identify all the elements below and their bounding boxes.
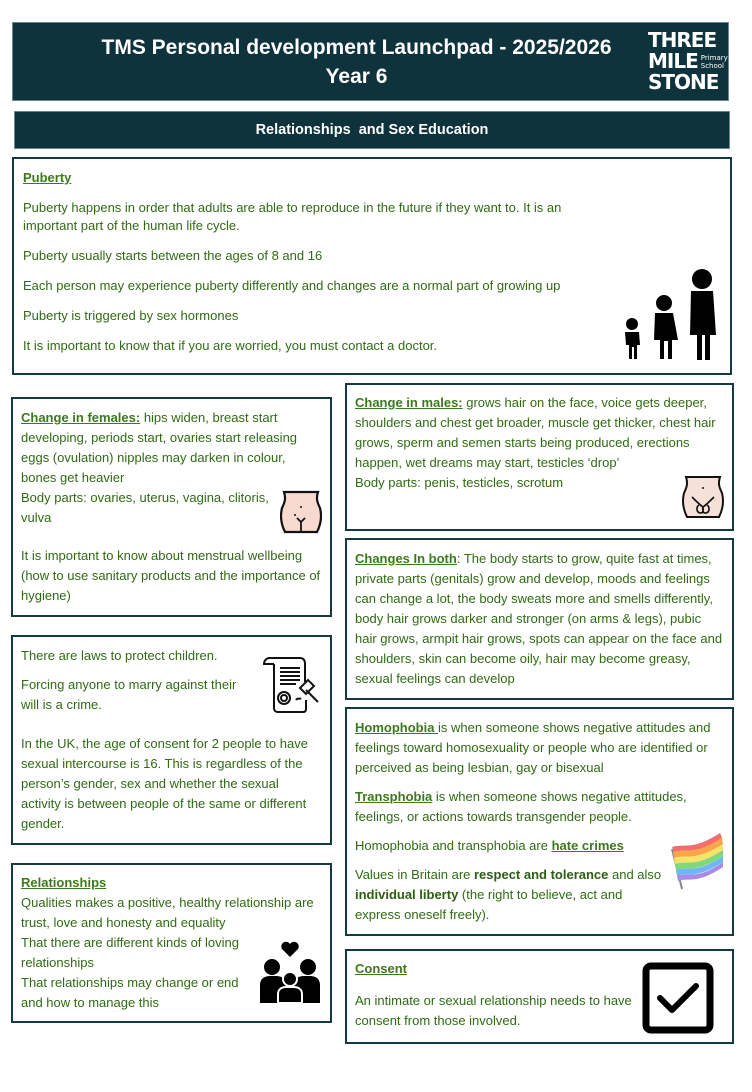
- both-box: [345, 538, 734, 700]
- relationships-line3: That relationships may change or end and how to manage this: [21, 975, 239, 1010]
- logo-word-mile: MILE: [648, 49, 698, 73]
- logo-sub-primary: Primary: [700, 53, 728, 62]
- logo-sub-label: [701, 54, 728, 70]
- values-suffix: (the right to believe, act and express oneself freely).: [355, 887, 623, 922]
- section-title: Relationships and Sex Education: [255, 122, 489, 138]
- content-columns: [0, 383, 752, 1044]
- both-heading: Changes In both: [355, 551, 457, 566]
- both-description: : The body starts to grow, quite fast at times, private parts (genitals) grow and develop, moods and feelings can change a lot, the body sweats more and smells differently, body hair grows darker and stronger (on arms & legs), pubic hair grows, armpit hair grows, spots can appear on the face and shoulders, skin can become oily, hair may become greasy, sexual feelings can develop: [355, 551, 723, 686]
- puberty-heading: Puberty: [23, 170, 72, 185]
- female-body-icon: [280, 490, 322, 536]
- relationships-box: [11, 863, 332, 1023]
- puberty-para-4: Puberty is triggered by sex hormones: [23, 308, 239, 323]
- left-column: [11, 383, 332, 1023]
- logo-word-three: THREE: [648, 28, 717, 52]
- male-body-icon: [682, 475, 724, 519]
- males-body-parts: Body parts: penis, testicles, scrotum: [355, 475, 564, 490]
- growing-people-icon: [621, 269, 721, 361]
- logo-word-stone: STONE: [648, 70, 719, 94]
- section-banner: [14, 111, 730, 149]
- females-note: It is important to know about menstrual wellbeing (how to use sanitary products and the importance of hygiene): [21, 548, 321, 603]
- laws-box: [11, 635, 332, 845]
- rainbow-flag-icon: [668, 829, 724, 891]
- hate-crimes-term: hate crimes: [551, 838, 624, 853]
- hate-crimes-prefix: Homophobia and transphobia are: [355, 838, 552, 853]
- females-body-parts: Body parts: ovaries, uterus, vagina, clitoris, vulva: [21, 490, 269, 525]
- relationships-heading: Relationships: [21, 875, 107, 890]
- homophobia-definition: [355, 718, 724, 778]
- page-title-line1: TMS Personal development Launchpad - 2025/2026: [101, 35, 612, 59]
- school-logo: [648, 28, 728, 94]
- females-description: hips widen, breast start developing, periods start, ovaries start releasing eggs (ovulation) nipples may darken in colour, bones get heavier: [21, 410, 298, 485]
- page-title-line2: Year 6: [325, 64, 388, 88]
- homophobia-term: Homophobia: [355, 720, 439, 735]
- laws-line2: Forcing anyone to marry against their will is a crime.: [21, 677, 237, 712]
- males-box: [345, 383, 734, 531]
- values-mid: and also: [608, 867, 662, 882]
- males-description: grows hair on the face, voice gets deeper, shoulders and chest get broader, muscle get thicker, chest hair grows, sperm and semen starts being produced, erections happen, wet dreams may start, testicles ‘drop’: [355, 395, 716, 470]
- laws-line1: There are laws to protect children.: [21, 648, 218, 663]
- legal-document-icon: [260, 654, 322, 714]
- homophobia-box: [345, 707, 734, 936]
- consent-heading: Consent: [355, 961, 407, 976]
- puberty-box: [12, 157, 732, 375]
- transphobia-def: is when someone shows negative attitudes, feelings, or actions towards transgender people.: [355, 789, 687, 824]
- females-heading: Change in females:: [21, 410, 141, 425]
- males-text: [355, 393, 724, 473]
- puberty-para-1: Puberty happens in order that adults are able to reproduce in the future if they want to. It is an important part of the human life cycle.: [23, 200, 562, 233]
- values-respect: respect and tolerance: [474, 867, 609, 882]
- homophobia-def: is when someone shows negative attitudes and feelings toward homosexuality or people who are identified or perceived as being lesbian, gay or bisexual: [355, 720, 711, 775]
- transphobia-definition: [355, 787, 724, 827]
- females-text: [21, 408, 322, 488]
- females-box: [11, 397, 332, 617]
- consent-text: An intimate or sexual relationship needs to have consent from those involved.: [355, 993, 632, 1028]
- family-heart-icon: [258, 941, 322, 1005]
- logo-sub-school: School: [700, 61, 724, 70]
- both-text: [355, 549, 724, 689]
- relationships-line1: Qualities makes a positive, healthy relationship are trust, love and honesty and equality: [21, 895, 314, 930]
- right-column: [345, 383, 734, 1044]
- page-title: [13, 25, 640, 99]
- puberty-para-5: It is important to know that if you are worried, you must contact a doctor.: [23, 338, 438, 353]
- males-heading: Change in males:: [355, 395, 463, 410]
- puberty-para-2: Puberty usually starts between the ages of 8 and 16: [23, 248, 323, 263]
- relationships-line2: That there are different kinds of loving relationships: [21, 935, 239, 970]
- puberty-para-3: Each person may experience puberty differently and changes are a normal part of growing up: [23, 278, 561, 293]
- values-prefix: Values in Britain are: [355, 867, 474, 882]
- transphobia-term: Transphobia: [355, 789, 433, 804]
- header-banner: [12, 22, 729, 101]
- checkbox-checked-icon: [642, 962, 714, 1034]
- values-liberty: individual liberty: [355, 887, 459, 902]
- consent-box: [345, 949, 734, 1044]
- laws-line3: In the UK, the age of consent for 2 people to have sexual intercourse is 16. This is regardless of the person’s gender, sex and whether the sexual activity is between people of the same or different gender.: [21, 736, 308, 831]
